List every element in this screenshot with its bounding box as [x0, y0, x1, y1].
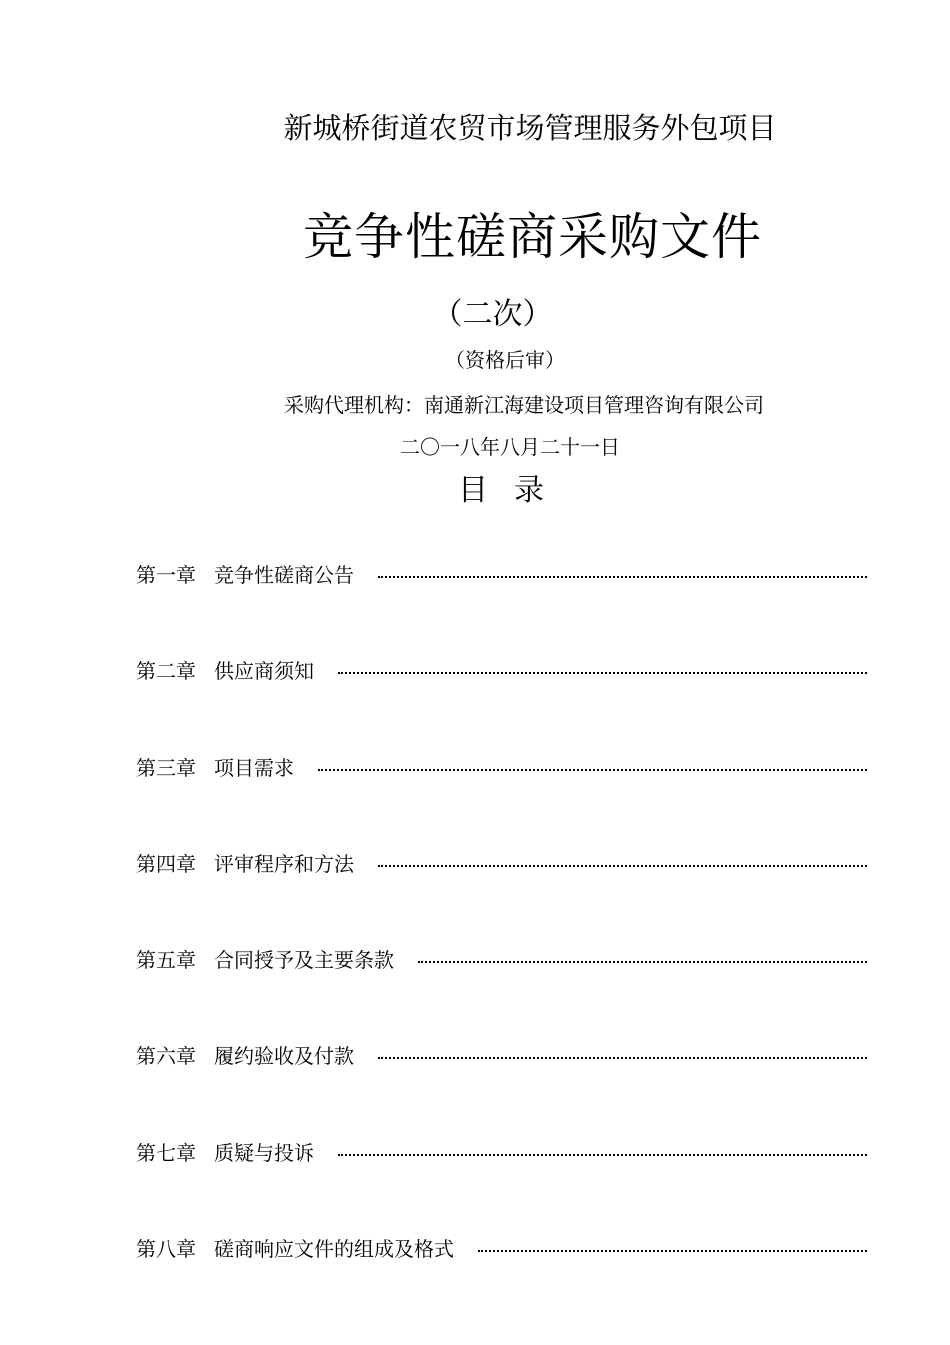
toc-chapter-number: 第六章 — [136, 1044, 196, 1069]
toc-chapter-title: 竞争性磋商公告 — [214, 563, 354, 587]
toc-item-chapter-3[interactable] — [136, 753, 867, 849]
toc-chapter-number: 第八章 — [136, 1237, 196, 1262]
toc-dot-leader — [338, 1154, 867, 1156]
toc-dot-leader — [378, 1057, 867, 1059]
toc-item-chapter-7[interactable] — [136, 1138, 867, 1234]
toc-chapter-title: 评审程序和方法 — [214, 851, 354, 876]
toc-item-chapter-6[interactable] — [136, 1041, 867, 1137]
procurement-agency: 采购代理机构：南通新江海建设项目管理咨询有限公司 — [284, 393, 764, 417]
toc-chapter-number: 第五章 — [136, 948, 196, 973]
round-label: （二次） — [432, 297, 553, 332]
toc-chapter-title: 供应商须知 — [214, 659, 314, 684]
toc-dot-leader — [318, 769, 867, 771]
document-date: 二〇一八年八月二十一日 — [400, 435, 620, 459]
toc-chapter-number: 第四章 — [136, 851, 196, 876]
toc-chapter-title: 磋商响应文件的组成及格式 — [214, 1237, 454, 1262]
project-title: 新城桥街道农贸市场管理服务外包项目 — [283, 111, 777, 145]
toc-item-chapter-4[interactable] — [136, 849, 867, 945]
toc-dot-leader — [378, 576, 867, 578]
toc-dot-leader — [418, 961, 867, 963]
toc-chapter-number: 第一章 — [136, 563, 196, 587]
toc-chapter-number: 第二章 — [136, 659, 196, 684]
toc-chapter-number: 第七章 — [136, 1140, 196, 1165]
toc-item-chapter-5[interactable] — [136, 945, 867, 1041]
toc-chapter-title: 履约验收及付款 — [214, 1044, 354, 1069]
document-title: 竞争性磋商采购文件 — [303, 208, 762, 266]
toc-chapter-title: 合同授予及主要条款 — [214, 948, 394, 973]
toc-item-chapter-2[interactable] — [136, 656, 867, 752]
table-of-contents — [136, 560, 867, 1330]
toc-chapter-title: 质疑与投诉 — [214, 1140, 314, 1165]
toc-dot-leader — [478, 1250, 867, 1252]
toc-chapter-title: 项目需求 — [214, 755, 294, 780]
toc-heading: 目录 — [458, 473, 570, 508]
toc-item-chapter-1[interactable] — [136, 560, 867, 656]
toc-dot-leader — [378, 865, 867, 867]
toc-dot-leader — [338, 672, 867, 674]
review-method-label: （资格后审） — [445, 348, 565, 372]
toc-item-chapter-8[interactable] — [136, 1234, 867, 1330]
toc-chapter-number: 第三章 — [136, 755, 196, 780]
